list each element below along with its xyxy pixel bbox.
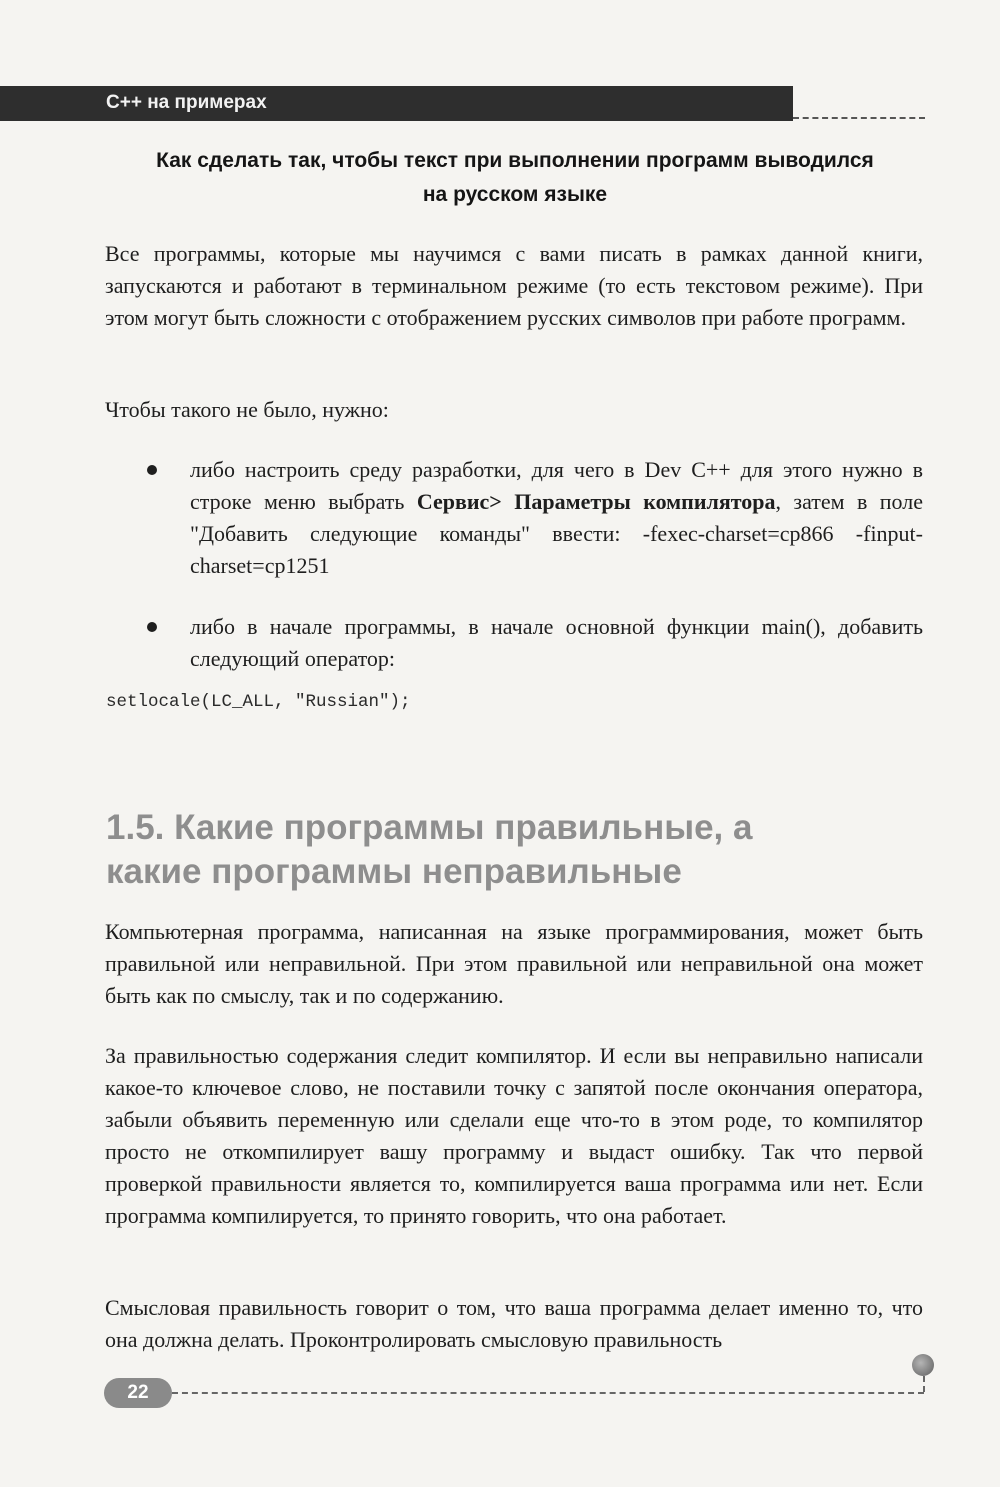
chapter-heading-line2: какие программы неправильные	[106, 852, 682, 891]
page-number: 22	[127, 1382, 149, 1403]
running-header-title: C++ на примерах	[106, 92, 267, 113]
footer-dotted-rule	[172, 1392, 924, 1394]
header-dotted-rule	[793, 117, 925, 119]
bullet-icon	[147, 465, 157, 475]
bullet-text-2: либо в начале программы, в начале основной функции main(), добавить следующий оператор:	[190, 614, 923, 671]
bullet-icon	[147, 622, 157, 632]
section-paragraph-2: Чтобы такого не было, нужно:	[105, 397, 389, 422]
code-snippet: setlocale(LC_ALL, "Russian");	[106, 692, 411, 712]
section-title-line2: на русском языке	[422, 183, 608, 206]
section-title-line1: Как сделать так, чтобы текст при выполнении программ выводился	[156, 149, 874, 172]
chapter-heading	[106, 806, 926, 894]
footer-vertical-dotted-rule	[923, 1376, 925, 1392]
bullet1-text-start: либо настроить среду разработки, для чего в Dev C++ для этого нужно в строке меню выбрать	[190, 457, 923, 514]
section-title	[100, 144, 930, 212]
bullet-text-1	[190, 454, 923, 582]
chapter-heading-line1: 1.5. Какие программы правильные, а	[106, 808, 753, 847]
chapter-paragraph-2: За правильностью содержания следит компилятор. И если вы неправильно написали какое-то ключевое слово, не поставили точку с запятой после окончания оператора, забыли объявить переменную или сделали еще что-то в этом роде, то компилятор просто не откомпилирует вашу программу и выдаст ошибку. Так что первой проверкой правильности является то, компилируется ваша программа или нет. Если программа компилируется, то принято говорить, что она работает.	[105, 1043, 923, 1228]
menu-path-bold: Сервис> Параметры компилятора	[416, 489, 776, 514]
chapter-paragraph-3: Смысловая правильность говорит о том, что ваша программа делает именно то, что она должна делать. Проконтролировать смысловую правильность	[105, 1295, 923, 1352]
footer-circle-ornament	[912, 1354, 934, 1376]
section-paragraph-1: Все программы, которые мы научимся с вами писать в рамках данной книги, запускаются и работают в терминальном режиме (то есть текстовом режиме). При этом могут быть сложности с отображением русских символов при работе программ.	[105, 241, 923, 330]
chapter-paragraph-1: Компьютерная программа, написанная на языке программирования, может быть правильной или неправильной. При этом правильной или неправильной она может быть как по смыслу, так и по содержанию.	[105, 919, 923, 1008]
bullet1-text-end: , затем в поле "Добавить следующие команды" ввести: -fexec-charset=cp866 -finput-charset=cp1251	[190, 489, 923, 578]
